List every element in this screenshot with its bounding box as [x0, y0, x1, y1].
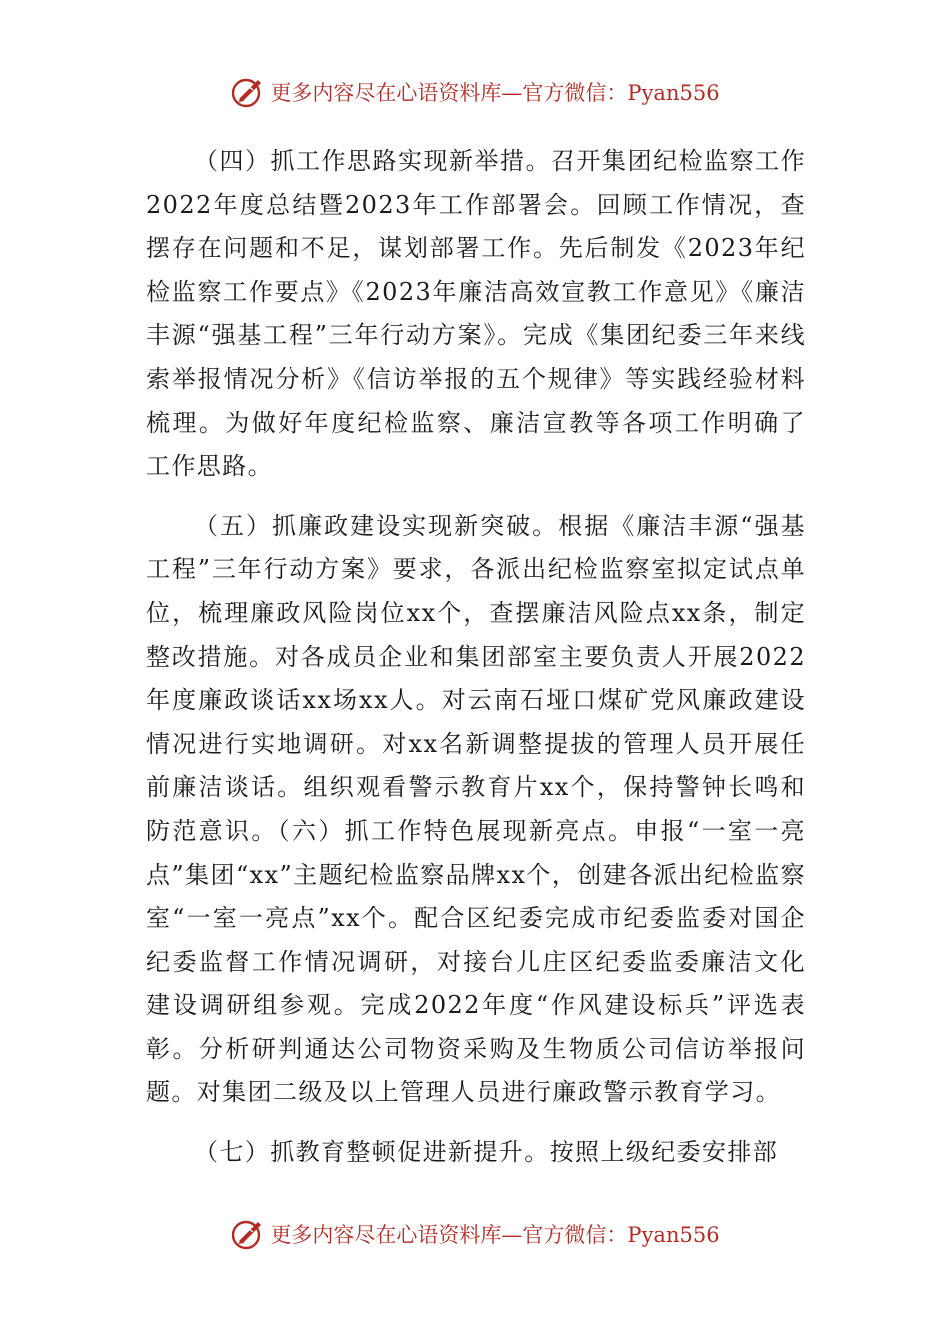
document-body — [146, 140, 806, 1191]
paragraph-item-5: （五）抓廉政建设实现新突破。根据《廉洁丰源“强基工程”三年行动方案》要求，各派出纪检监察室拟定试点单位，梳理廉政风险岗位xx个，查摆廉洁风险点xx条，制定整改措施。对各成员企业和集团部室主要负责人开展2022年度廉政谈话xx场xx人。对云南石垭口煤矿党风廉政建设情况进行实地调研。对xx名新调整提拔的管理人员开展任前廉洁谈话。组织观看警示教育片xx个，保持警钟长鸣和防范意识。（六）抓工作特色展现新亮点。申报“一室一亮点”集团“xx”主题纪检监察品牌xx个，创建各派出纪检监察室“一室一亮点”xx个。配合区纪委完成市纪委监委对国企纪委监督工作情况调研，对接台儿庄区纪委监委廉洁文化建设调研组参观。完成2022年度“作风建设标兵”评选表彰。分析研判通达公司物资采购及生物质公司信访举报问题。对集团二级及以上管理人员进行廉政警示教育学习。 — [146, 511, 806, 1107]
footer-watermark-banner — [0, 1214, 950, 1254]
header-watermark-banner — [0, 72, 950, 112]
paragraph-item-4: （四）抓工作思路实现新举措。召开集团纪检监察工作2022年度总结暨2023年工作部署会。回顾工作情况，查摆存在问题和不足，谋划部署工作。先后制发《2023年纪检监察工作要点》《2023年廉洁高效宣教工作意见》《廉洁丰源“强基工程”三年行动方案》。完成《集团纪委三年来线索举报情况分析》《信访举报的五个规律》等实践经验材料梳理。为做好年度纪检监察、廉洁宣教等各项工作明确了工作思路。 — [146, 147, 806, 481]
quill-pen-logo-icon — [230, 74, 266, 110]
header-watermark-text: 更多内容尽在心语资料库—官方微信：Pyan556 — [270, 81, 720, 105]
paragraph-item-7: （七）抓教育整顿促进新提升。按照上级纪委安排部 — [194, 1138, 779, 1167]
footer-watermark-text: 更多内容尽在心语资料库—官方微信：Pyan556 — [270, 1223, 720, 1247]
quill-pen-logo-icon — [230, 1216, 266, 1252]
